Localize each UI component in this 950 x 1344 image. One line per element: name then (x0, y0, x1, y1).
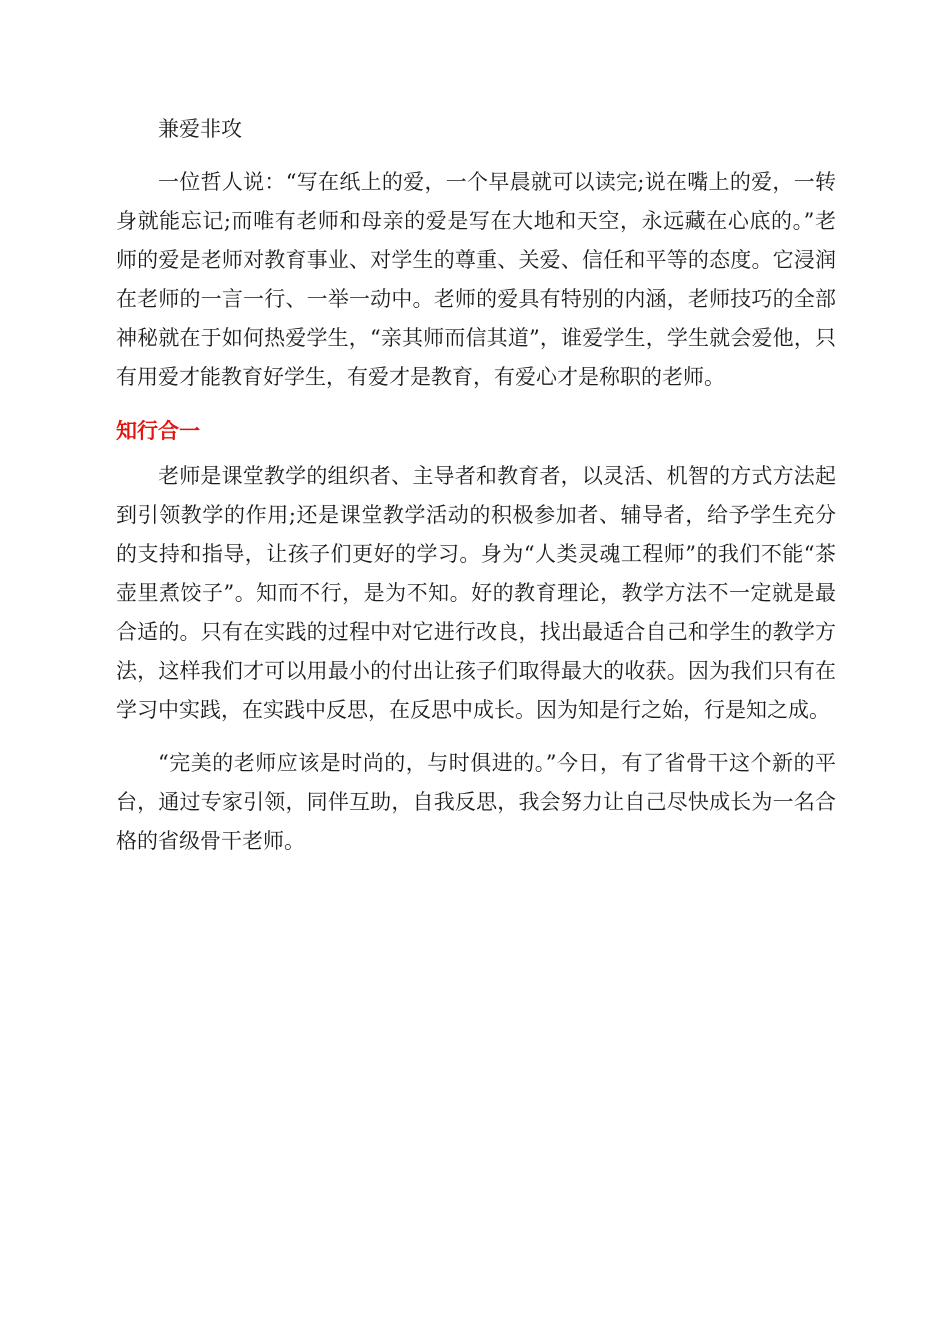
section-heading: 知行合一 (116, 419, 200, 443)
body-paragraph-love: 一位哲人说：“写在纸上的爱，一个早晨就可以读完;说在嘴上的爱，一转身就能忘记;而唯有老师和母亲的爱是写在大地和天空，永远藏在心底的。”老师的爱是老师对教育事业、对学生的尊重、关爱、信任和平等的态度。它浸润在老师的一言一行、一举一动中。老师的爱具有特别的内涵，老师技巧的全部神秘就在于如何热爱学生，“亲其师而信其道”，谁爱学生，学生就会爱他，只有用爱才能教育好学生，有爱才是教育，有爱心才是称职的老师。 (116, 170, 836, 389)
body-paragraph-conclusion: “完美的老师应该是时尚的，与时俱进的。”今日，有了省骨干这个新的平台，通过专家引领，同伴互助，自我反思，我会努力让自己尽快成长为一名合格的省级骨干老师。 (116, 751, 836, 853)
document-body (116, 110, 836, 861)
body-paragraph-practice: 老师是课堂教学的组织者、主导者和教育者，以灵活、机智的方式方法起到引领教学的作用;还是课堂教学活动的积极参加者、辅导者，给予学生充分的支持和指导，让孩子们更好的学习。身为“人类灵魂工程师”的我们不能“茶壶里煮饺子”。知而不行，是为不知。好的教育理论，教学方法不一定就是最合适的。只有在实践的过程中对它进行改良，找出最适合自己和学生的教学方法，这样我们才可以用最小的付出让孩子们取得最大的收获。因为我们只有在学习中实践，在实践中反思，在反思中成长。因为知是行之始，行是知之成。 (116, 464, 836, 722)
section-title-paragraph: 兼爱非攻 (158, 117, 242, 141)
